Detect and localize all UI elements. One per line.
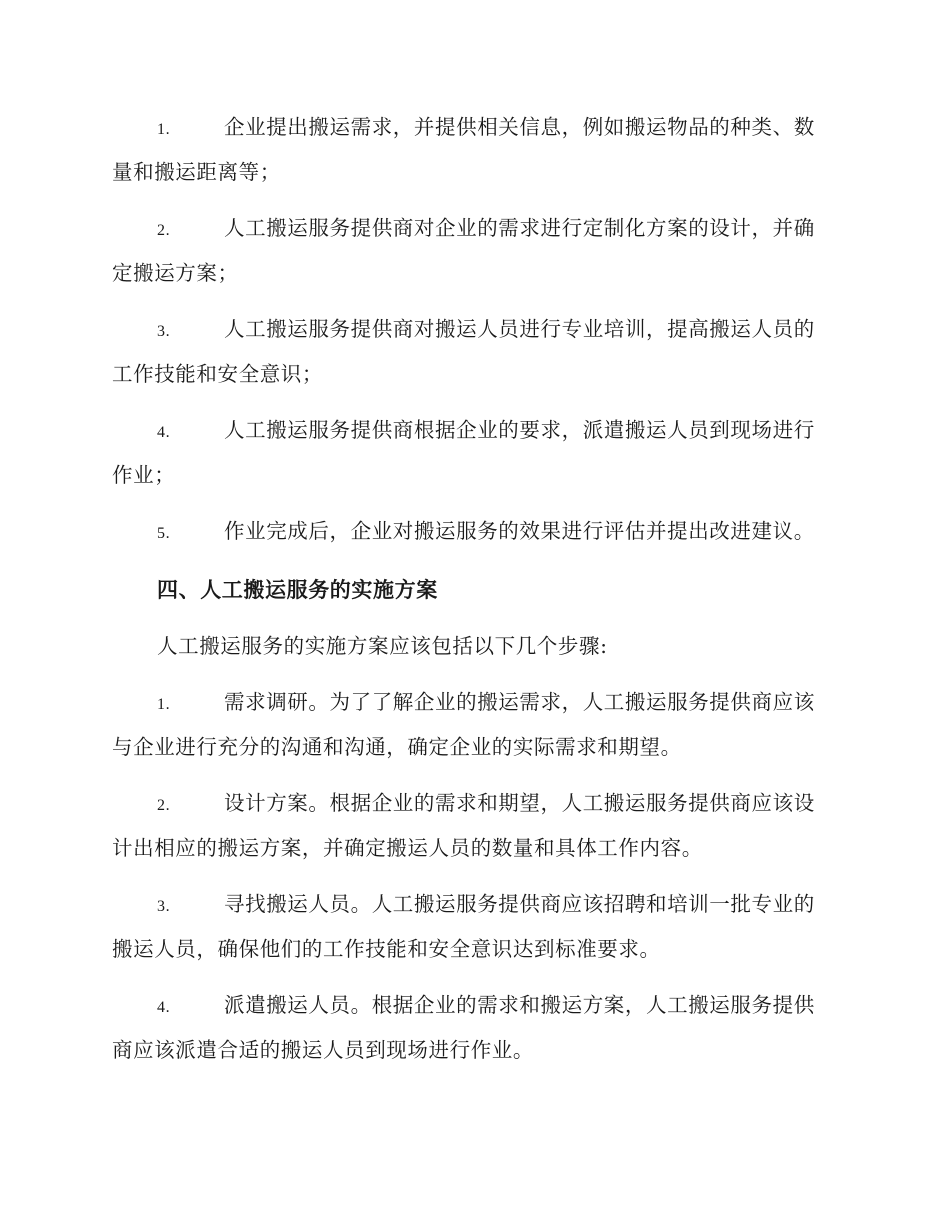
list-number: 4. [157, 424, 171, 441]
list-item [112, 782, 834, 869]
list-number: 4. [157, 999, 171, 1016]
list-text: 寻找搬运人员。人工搬运服务提供商应该招聘和培训一批专业的搬运人员，确保他们的工作技能和安全意识达到标准要求。 [112, 892, 815, 961]
section-heading: 四、人工搬运服务的实施方案 [157, 577, 438, 602]
list-text: 派遣搬运人员。根据企业的需求和搬运方案，人工搬运服务提供商应该派遣合适的搬运人员到现场进行作业。 [112, 993, 815, 1062]
list-text: 人工搬运服务提供商对搬运人员进行专业培训，提高搬运人员的工作技能和安全意识； [112, 317, 815, 386]
list-text: 设计方案。根据企业的需求和期望，人工搬运服务提供商应该设计出相应的搬运方案，并确定搬运人员的数量和具体工作内容。 [112, 791, 815, 860]
list-number: 2. [157, 222, 171, 239]
list-item [112, 681, 834, 768]
list-item [112, 308, 834, 395]
list-number: 2. [157, 797, 171, 814]
list-item [112, 409, 834, 496]
list-number: 3. [157, 898, 171, 915]
document-body [112, 106, 834, 1085]
list-item [112, 106, 834, 193]
list-number: 3. [157, 323, 171, 340]
list-number: 1. [157, 121, 171, 138]
list-item [112, 984, 834, 1071]
list-item [112, 510, 834, 555]
list-text: 需求调研。为了了解企业的搬运需求，人工搬运服务提供商应该与企业进行充分的沟通和沟通，确定企业的实际需求和期望。 [112, 690, 815, 759]
list-item [112, 207, 834, 294]
list-number: 5. [157, 525, 171, 542]
list-item [112, 883, 834, 970]
list-text: 作业完成后，企业对搬运服务的效果进行评估并提出改进建议。 [224, 519, 815, 543]
intro-paragraph: 人工搬运服务的实施方案应该包括以下几个步骤: [157, 634, 608, 658]
list-text: 人工搬运服务提供商根据企业的要求，派遣搬运人员到现场进行作业； [112, 418, 815, 487]
list-text: 人工搬运服务提供商对企业的需求进行定制化方案的设计，并确定搬运方案； [112, 216, 815, 285]
list-number: 1. [157, 696, 171, 713]
list-text: 企业提出搬运需求，并提供相关信息，例如搬运物品的种类、数量和搬运距离等； [112, 115, 815, 184]
